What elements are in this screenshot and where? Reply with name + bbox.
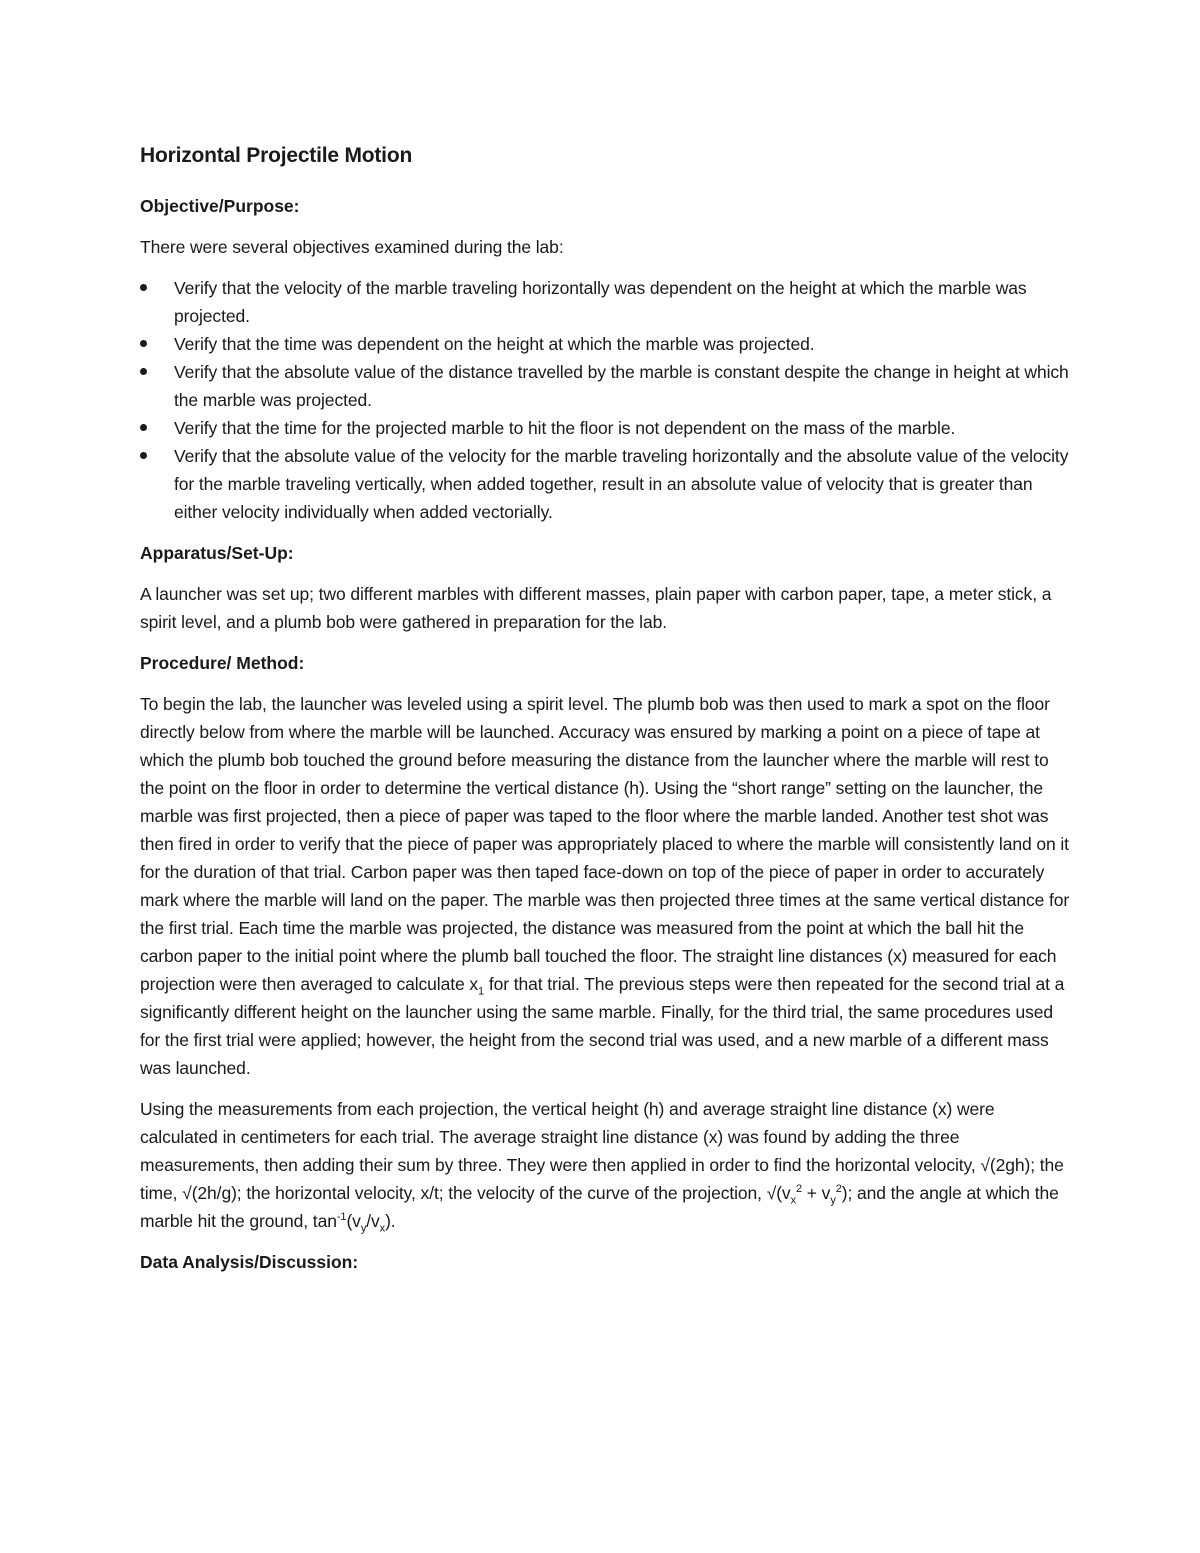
objective-item-text: Verify that the velocity of the marble traveling horizontally was dependent on the height at which the marble was projected. xyxy=(174,278,1027,326)
bullet-icon xyxy=(140,424,147,431)
objective-item xyxy=(140,442,1070,526)
bullet-icon xyxy=(140,340,147,347)
objective-item-text: Verify that the absolute value of the velocity for the marble traveling horizontally and the absolute value of the velocity for the marble traveling vertically, when added together, result in an absolute value of velocity that is greater than either velocity individually when added vectorially. xyxy=(174,446,1069,522)
apparatus-heading: Apparatus/Set-Up: xyxy=(140,543,294,563)
objective-item-text: Verify that the time for the projected marble to hit the floor is not dependent on the mass of the marble. xyxy=(174,418,956,438)
objective-list xyxy=(140,274,1070,526)
objective-item xyxy=(140,330,1070,358)
document-title: Horizontal Projectile Motion xyxy=(140,144,413,167)
objective-heading: Objective/Purpose: xyxy=(140,196,300,216)
bullet-icon xyxy=(140,368,147,375)
objective-intro: There were several objectives examined during the lab: xyxy=(140,237,564,257)
objective-item xyxy=(140,414,1070,442)
procedure-paragraph-2: Using the measurements from each projection, the vertical height (h) and average straight line distance (x) were calculated in centimeters for each trial. The average straight line distance (x) was found by adding the three measurements, then adding their sum by three. They were then applied in order to find the horizontal velocity, √(2gh); the time, √(2h/g); the horizontal velocity, x/t; the velocity of the curve of the projection, $√(v_x^2 + v_y^2)$; and the angle at which the marble hit the ground, $\tan^{-1}(v_y/v_x)$. xyxy=(140,1099,1064,1235)
objective-item xyxy=(140,358,1070,414)
apparatus-text: A launcher was set up; two different marbles with different masses, plain paper with carbon paper, tape, a meter stick, a spirit level, and a plumb bob were gathered in preparation for the lab. xyxy=(140,584,1052,632)
procedure-heading: Procedure/ Method: xyxy=(140,653,305,673)
bullet-icon xyxy=(140,284,147,291)
analysis-heading: Data Analysis/Discussion: xyxy=(140,1252,359,1272)
objective-item-text: Verify that the absolute value of the distance travelled by the marble is constant despite the change in height at which the marble was projected. xyxy=(174,362,1069,410)
procedure-paragraph-1: To begin the lab, the launcher was leveled using a spirit level. The plumb bob was then used to mark a spot on the floor directly below from where the marble will be launched. Accuracy was ensured by marking a point on a piece of tape at which the plumb bob touched the ground before measuring the distance from the launcher where the marble will rest to the point on the floor in order to determine the vertical distance (h). Using the “short range” setting on the launcher, the marble was first projected, then a piece of paper was taped to the floor where the marble landed. Another test shot was then fired in order to verify that the piece of paper was appropriately placed to where the marble will consistently land on it for the duration of that trial. Carbon paper was then taped face-down on top of the piece of paper in order to accurately mark where the marble will land on the paper. The marble was then projected three times at the same vertical distance for the first trial. Each time the marble was projected, the distance was measured from the point at which the ball hit the carbon paper to the initial point where the plumb ball touched the floor. The straight line distances (x) measured for each projection were then averaged to calculate $x_1$ for that trial. The previous steps were then repeated for the second trial at a significantly different height on the launcher using the same marble. Finally, for the third trial, the same procedures used for the first trial were applied; however, the height from the second trial was used, and a new marble of a different mass was launched. xyxy=(140,694,1070,1078)
document-page xyxy=(140,140,1070,1289)
objective-item xyxy=(140,274,1070,330)
objective-item-text: Verify that the time was dependent on the height at which the marble was projected. xyxy=(174,334,815,354)
bullet-icon xyxy=(140,452,147,459)
